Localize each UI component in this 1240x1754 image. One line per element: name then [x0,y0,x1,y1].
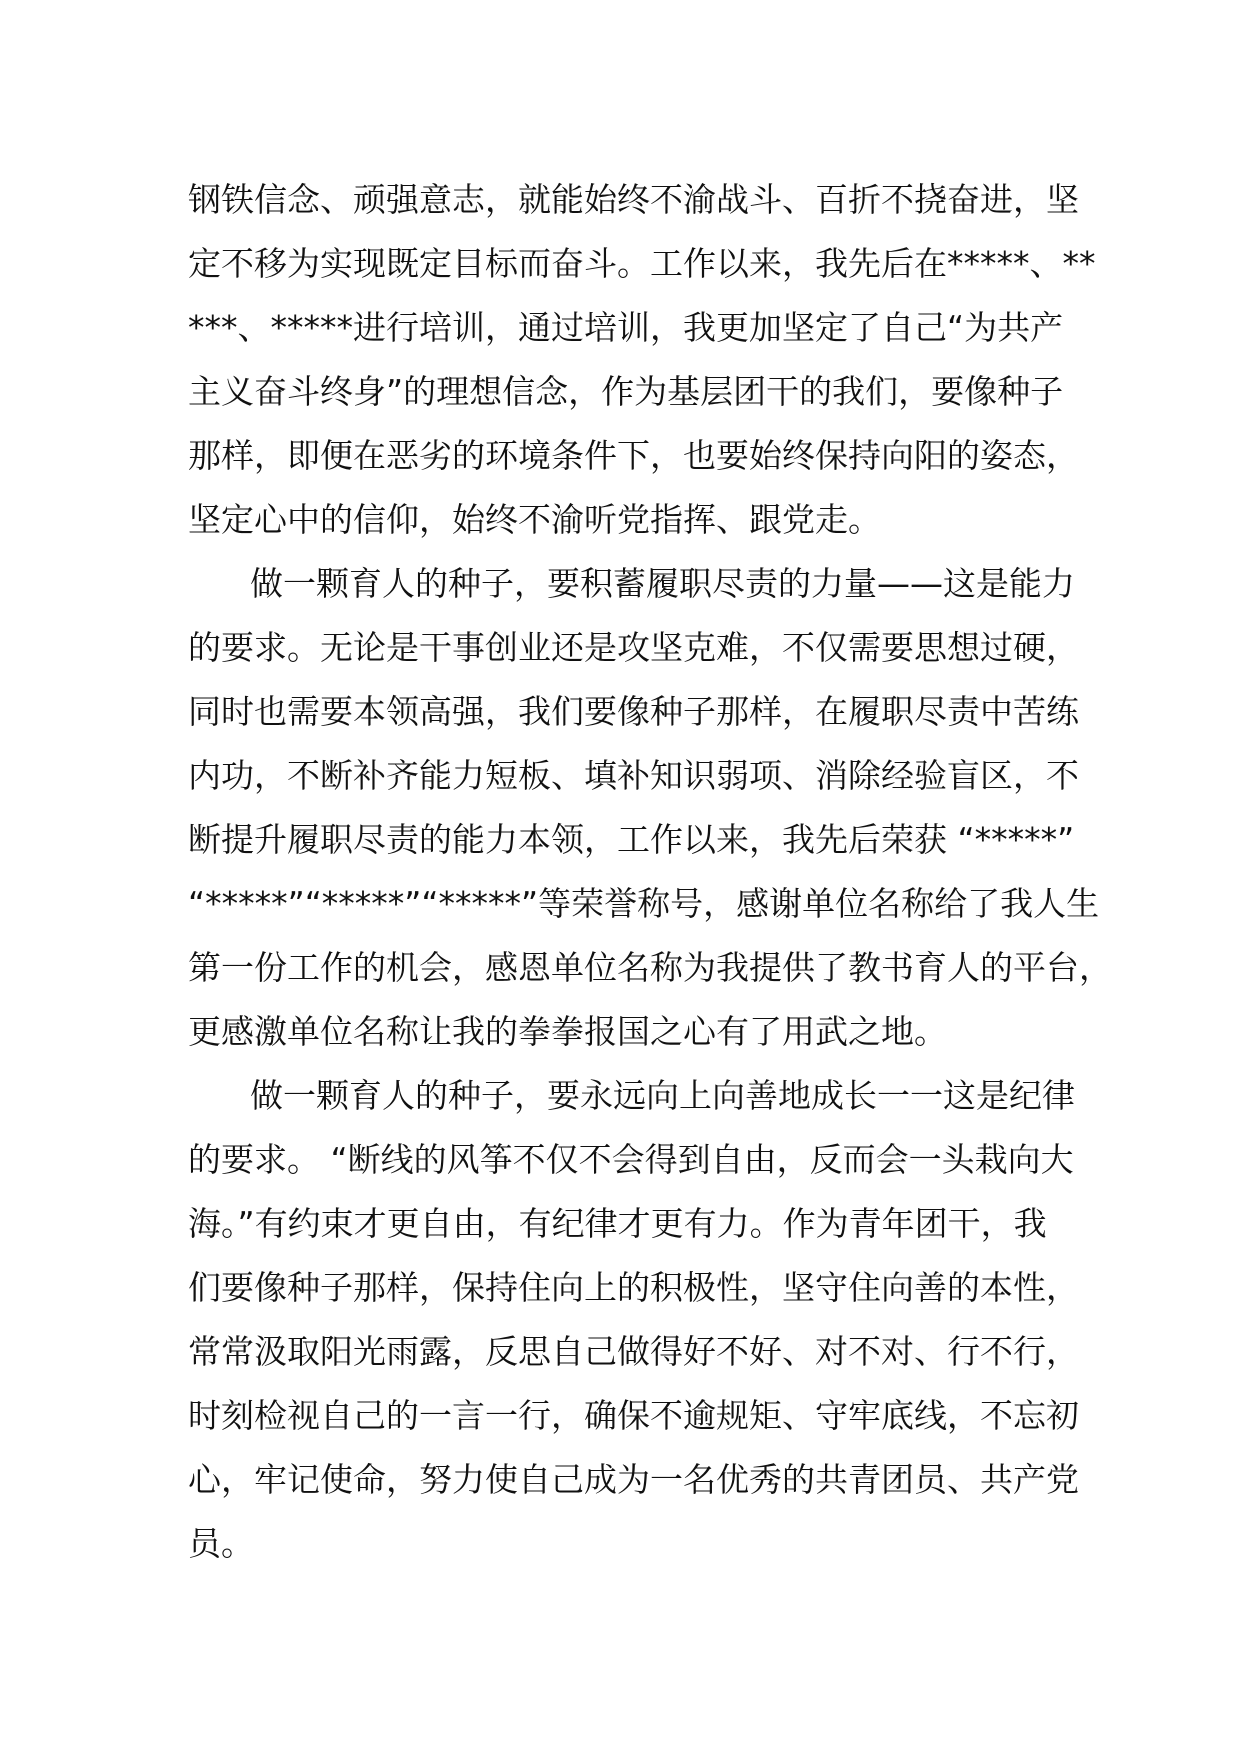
text-line: 时刻检视自己的一言一行，确保不逾规矩、守牢底线，不忘初 [188,1396,1079,1435]
text-line: 那样，即便在恶劣的环境条件下，也要始终保持向阳的姿态， [188,436,1079,475]
text-line: “*****”“*****”“*****”等荣誉称号，感谢单位名称给了我人生 [188,884,1100,923]
text-line: 海。”有约束才更自由，有纪律才更有力。作为青年团干，我 [188,1204,1047,1243]
body-text [188,168,1112,1576]
text-line: 主义奋斗终身”的理想信念，作为基层团干的我们，要像种子 [188,372,1064,411]
text-line: 员。 [188,1524,254,1563]
text-line: 常常汲取阳光雨露，反思自己做得好不好、对不对、行不行， [188,1332,1079,1371]
text-line: 们要像种子那样，保持住向上的积极性，坚守住向善的本性， [188,1268,1079,1307]
text-line: 定不移为实现既定目标而奋斗。工作以来，我先后在*****、** [188,244,1096,283]
text-line: 内功，不断补齐能力短板、填补知识弱项、消除经验盲区，不 [188,756,1079,795]
text-line: 心，牢记使命，努力使自己成为一名优秀的共青团员、共产党 [188,1460,1079,1499]
paragraph-first-line: 做一颗育人的种子，要积蓄履职尽责的力量——这是能力 [250,564,1075,603]
text-line: 同时也需要本领高强，我们要像种子那样，在履职尽责中苦练 [188,692,1079,731]
text-line: 的要求。无论是干事创业还是攻坚克难，不仅需要思想过硬， [188,628,1079,667]
text-line: ***、*****进行培训，通过培训，我更加坚定了自己“为共产 [188,308,1064,347]
paragraph-first-line: 做一颗育人的种子，要永远向上向善地成长一一这是纪律 [250,1076,1075,1115]
text-line: 坚定心中的信仰，始终不渝听党指挥、跟党走。 [188,500,881,539]
text-line: 断提升履职尽责的能力本领，工作以来，我先后荣获 “*****” [188,820,1075,859]
text-line: 钢铁信念、顽强意志，就能始终不渝战斗、百折不挠奋进，坚 [188,180,1079,219]
text-line: 的要求。 “断线的风筝不仅不会得到自由，反而会一头栽向大 [188,1140,1074,1179]
text-line: 更感激单位名称让我的拳拳报国之心有了用武之地。 [188,1012,947,1051]
text-line: 第一份工作的机会，感恩单位名称为我提供了教书育人的平台， [188,948,1112,987]
